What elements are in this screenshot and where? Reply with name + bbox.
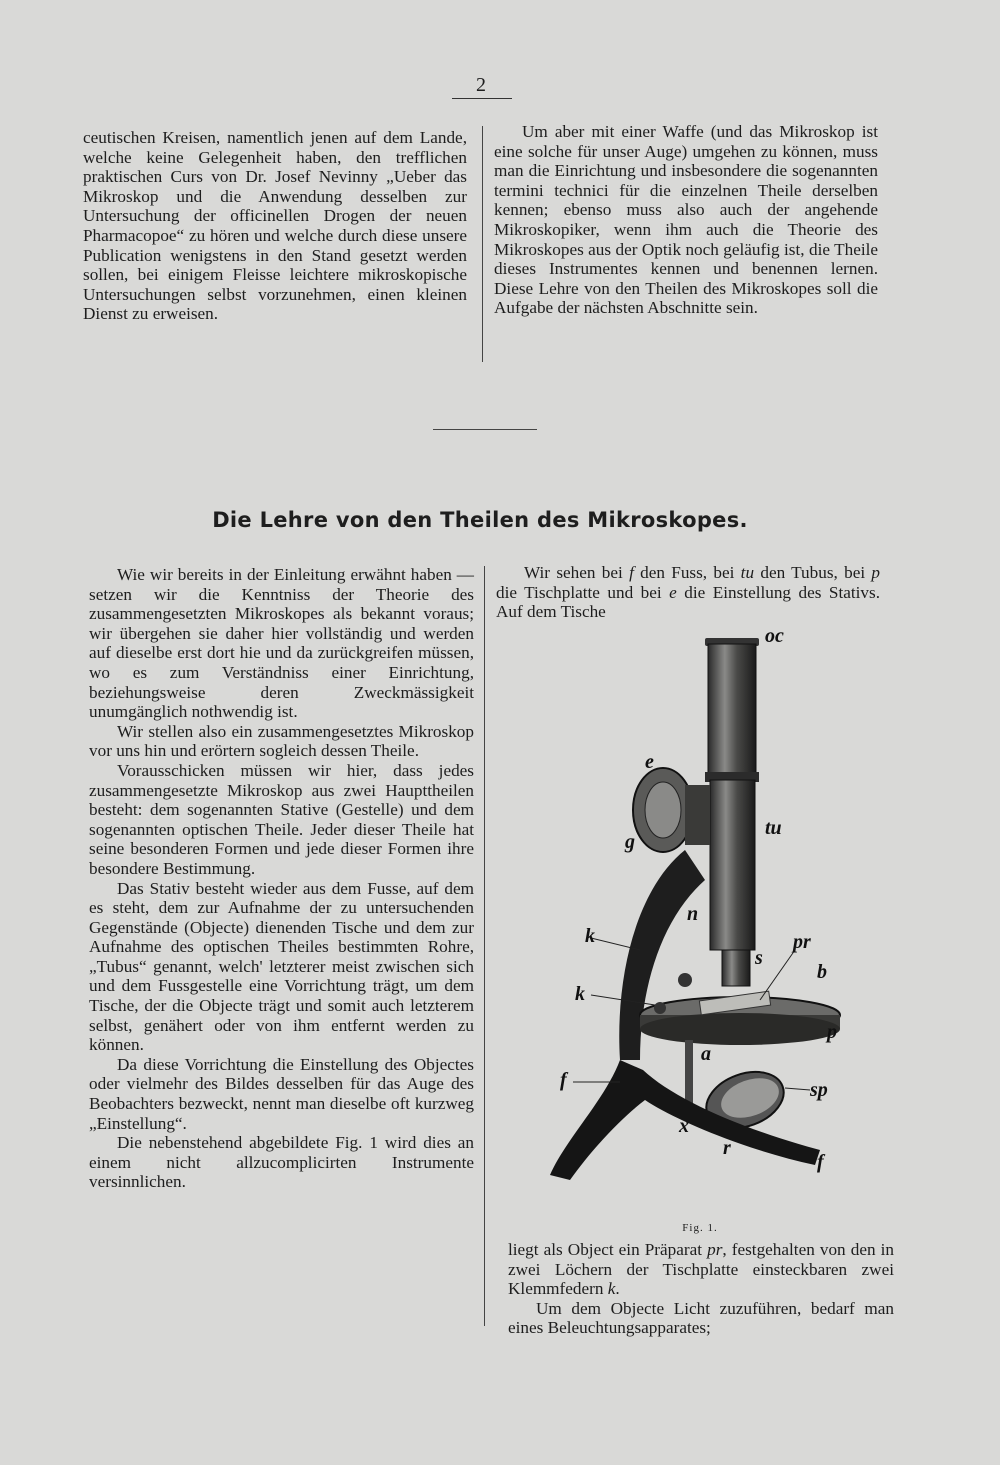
bottom-left-column <box>89 565 474 1192</box>
label-p: p <box>827 1021 837 1043</box>
label-a: a <box>701 1043 711 1065</box>
label-k-bottom: k <box>575 983 585 1005</box>
figure-caption: Fig. 1. <box>682 1222 718 1234</box>
label-oc: oc <box>765 625 784 647</box>
label-e: e <box>645 751 654 773</box>
paragraph: Wir sehen bei f den Fuss, bei tu den Tubus, bei p die Tischplatte und bei e die Einstellung des Stativs. Auf dem Tische <box>496 563 880 622</box>
top-left-column <box>83 128 467 324</box>
clamp-screw <box>654 1002 666 1014</box>
objective <box>722 950 750 986</box>
microscope-figure <box>545 620 845 1200</box>
label-line <box>760 950 795 1000</box>
label-pr: pr <box>793 931 811 953</box>
label-r: r <box>723 1137 731 1159</box>
paragraph: Wie wir bereits in der Einleitung erwähnt haben — setzen wir die Kenntniss der Theorie des zusammengesetzten Mikroskopes als bekannt voraus; wir übergehen sie daher hier vollständig und werden auf dieselbe erst dort hie und da zurückgreifen müssen, wo es zum Verständniss einer Einrichtung, beziehungsweise deren Zweckmässigkeit unumgänglich nothwendig ist. <box>89 565 474 722</box>
paragraph: ceutischen Kreisen, namentlich jenen auf dem Lande, welche keine Gelegenheit haben, den trefflichen praktischen Curs von Dr. Josef Nevinny „Ueber das Mikroskop und die Anwendung desselben zur Untersuchung der officinellen Drogen der neuen Pharmacopoe“ zu hören und welche durch diese unsere Publication wenigstens in den Stand gesetzt werden sollen, bei einigem Fleisse leichtere mikroskopische Untersuchungen selbst vorzunehmen, einen kleinen Dienst zu erweisen. <box>83 128 467 324</box>
clamp-screw <box>678 973 692 987</box>
paragraph: Da diese Vorrichtung die Einstellung des Objectes oder vielmehr des Bildes desselben für das Auge des Beobachters bezweckt, nennt man dieselbe oft kurzweg „Einstellung“. <box>89 1054 474 1133</box>
paragraph: Um aber mit einer Waffe (und das Mikroskop ist eine solche für unser Auge) umgehen zu können, muss man die Einrichtung und insbesondere die sogenannten termini technici für die einzelnen Theile derselben kennen; ebenso muss also auch der angehende Mikroskopiker, wenn ihm auch die Theorie des Mikroskopes aus der Optik noch geläufig ist, die Theile dieses Instrumentes kennen und benennen lernen. Diese Lehre von den Theilen des Mikroskopes soll die Aufgabe der nächsten Abschnitte sein. <box>494 122 878 318</box>
page-number: 2 <box>476 74 486 96</box>
paragraph: Um dem Objecte Licht zuzuführen, bedarf man eines Beleuchtungsapparates; <box>508 1298 894 1338</box>
paragraph: Vorausschicken müssen wir hier, dass jedes zusammengesetzte Mikroskop aus zwei Haupttheilen besteht: dem sogenannten Stative (Gestelle) und dem sogenannten optischen Theile. Jeder dieser Theile hat seine besonderen Formen und jede dieser Formen ihre besondere Bestimmung. <box>89 760 474 878</box>
label-tu: tu <box>765 817 782 839</box>
top-right-column <box>494 122 878 318</box>
column-divider <box>484 566 485 1326</box>
label-f-right: f <box>817 1151 824 1173</box>
section-separator <box>433 429 537 430</box>
label-k-top: k <box>585 925 595 947</box>
page-number-rule <box>452 98 512 99</box>
label-x: x <box>679 1115 689 1137</box>
focus-knob-center <box>645 782 681 838</box>
label-sp: sp <box>810 1079 828 1101</box>
label-b: b <box>817 961 827 983</box>
focus-housing <box>685 785 710 845</box>
bottom-right-bottom-text <box>508 1240 894 1338</box>
bottom-right-top-text <box>496 563 880 622</box>
paragraph: Wir stellen also ein zusammengesetztes Mikroskop vor uns hin und erörtern sogleich dessen Theile. <box>89 721 474 761</box>
paragraph: Die nebenstehend abgebildete Fig. 1 wird dies an einem nicht allzucomplicirten Instrumente versinnlichen. <box>89 1133 474 1192</box>
label-f-left: f <box>560 1069 567 1091</box>
label-line <box>785 1088 810 1090</box>
section-heading: Die Lehre von den Theilen des Mikroskopes. <box>212 508 748 532</box>
eyepiece <box>708 644 756 774</box>
label-s: s <box>755 947 763 969</box>
label-g: g <box>625 831 635 853</box>
tube <box>710 780 755 950</box>
column-divider <box>482 126 483 362</box>
label-n: n <box>687 903 699 925</box>
paragraph: liegt als Object ein Präparat pr, festgehalten von den in zwei Löchern der Tischplatte einsteckbaren zwei Klemmfedern k. <box>508 1240 894 1299</box>
paragraph: Das Stativ besteht wieder aus dem Fusse, auf dem es steht, dem zur Aufnahme der zu untersuchenden Gegenstände (Objecte) dienenden Tische und dem zur Aufnahme des optischen Theiles bestimmten Rohre, „Tubus“ genannt, welch' letzterer meist zwischen sich und dem Fussgestelle eine Vorrichtung trägt, um dem Tische, der die Objecte trägt und somit auch letzterem selbst, genähert oder von ihm entfernt werden zu können. <box>89 878 474 1055</box>
stage-bottom <box>640 1013 840 1045</box>
